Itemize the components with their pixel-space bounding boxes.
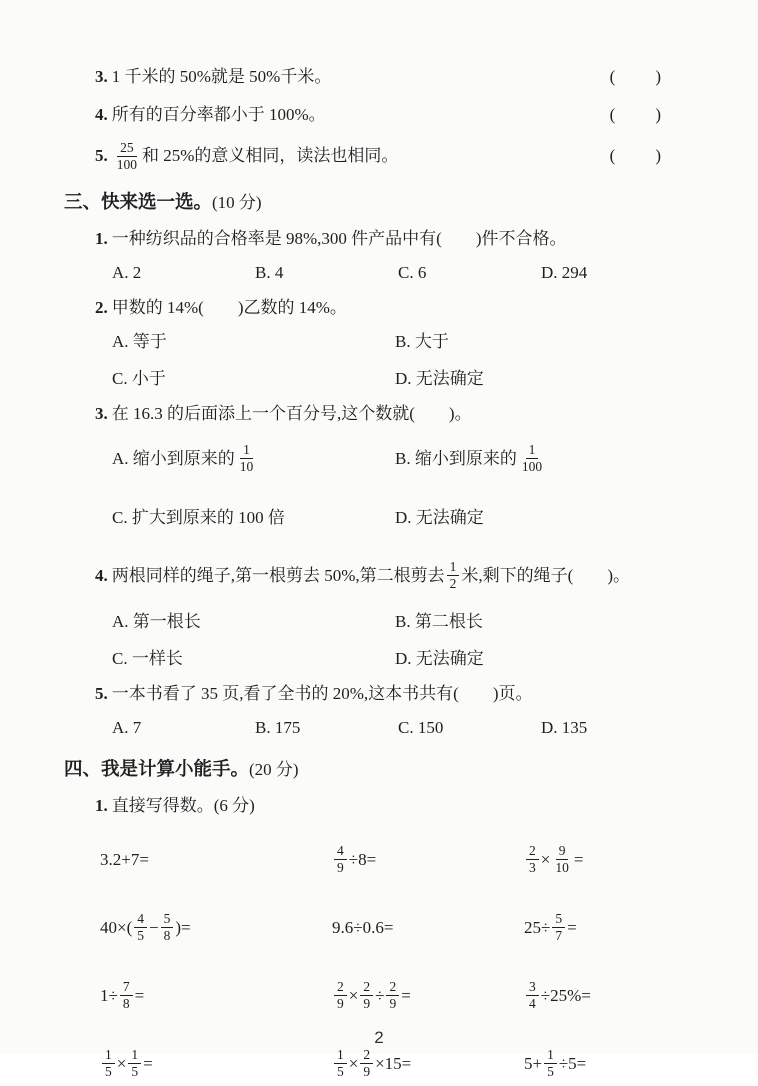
fraction: $\frac{5}{8}$: [161, 911, 174, 943]
option-d: D. 无法确定: [395, 368, 484, 388]
section-title: 三、快来选一选。: [64, 193, 213, 214]
fraction: $\frac{2}{3}$: [526, 843, 539, 875]
question-number: 1.: [95, 228, 108, 248]
question-text: [95, 400, 663, 426]
option-grid: [112, 435, 758, 540]
option-a: A. 第一根长: [112, 611, 201, 631]
option-c: C. 一样长: [112, 648, 183, 668]
fraction: $\frac{1}{5}$: [102, 1047, 115, 1079]
option-a: A. 2: [112, 262, 142, 282]
choice-question-1: [0, 225, 758, 284]
section-score: (10 分): [212, 193, 262, 213]
option-b: B. 第二根长: [395, 611, 483, 631]
subtask-score: (6 分): [213, 795, 255, 815]
calc-item: $\frac{3}{4}$ ÷25%=: [524, 972, 758, 1018]
option-a: A. 7: [112, 717, 142, 737]
option-d: D. 135: [541, 717, 588, 737]
answer-blank: ( ): [609, 146, 663, 166]
question-statement: 一本书看了 35 页,看了全书的 20%,这本书共有( )页。: [111, 683, 533, 703]
question-statement: 在 16.3 的后面添上一个百分号,这个数就( )。: [111, 403, 472, 423]
calc-item: $\frac{2}{3}$ × $\frac{9}{10}$ =: [524, 836, 758, 882]
true-false-item: [95, 140, 663, 172]
question-text: [95, 294, 663, 320]
page-number: 2: [374, 1027, 384, 1047]
option-c: C. 小于: [112, 368, 166, 388]
question-statement: 所有的百分率都小于 100%。: [111, 105, 326, 125]
fraction: $\frac{2}{9}$: [360, 979, 373, 1011]
fraction: $\frac{5}{7}$: [552, 911, 565, 943]
fraction: $\frac{9}{10}$: [555, 843, 569, 875]
option-a: A. 缩小到原来的 $\frac{1}{10}$: [112, 435, 395, 481]
fraction: $\frac{1}{100}$: [521, 442, 543, 474]
fraction: $\frac{2}{9}$: [334, 979, 347, 1011]
option-grid: [112, 329, 758, 390]
fraction: $\frac{7}{8}$: [120, 979, 133, 1011]
subtask-title: 直接写得数。: [111, 795, 214, 815]
choice-question-4: [0, 550, 758, 670]
answer-blank: ( ): [609, 105, 663, 125]
calc-item: 1÷ $\frac{7}{8}$ =: [100, 979, 145, 1011]
option-b: B. 4: [255, 262, 284, 282]
fraction: $\frac{4}{9}$: [334, 843, 347, 875]
calc-item: 40×( $\frac{4}{5}$ − $\frac{5}{8}$ )=: [100, 911, 191, 943]
fraction: $\frac{25}{100}$: [116, 140, 137, 172]
calc-item: 25÷ $\frac{5}{7}$ =: [524, 911, 577, 943]
multiple-choice-section: [0, 192, 758, 739]
option-d: D. 无法确定: [395, 648, 484, 668]
fraction: $\frac{1}{2}$: [447, 559, 460, 591]
choice-question-5: [0, 680, 758, 739]
subtask-number: 1.: [95, 795, 108, 815]
fraction: $\frac{4}{5}$: [134, 911, 147, 943]
choice-question-3: [0, 400, 758, 540]
section-header: [64, 759, 758, 782]
calc-item: $\frac{1}{5}$ × $\frac{1}{5}$ =: [100, 1040, 332, 1086]
calc-item: 9.6÷0.6=: [332, 917, 394, 937]
calc-item: 3.2+7=: [100, 849, 149, 869]
question-statement: $\frac{25}{100}$ 和 25%的意义相同，读法也相同。: [112, 140, 399, 172]
option-c: C. 扩大到原来的 100 倍: [112, 507, 285, 527]
option-row: [112, 260, 758, 284]
question-text: [95, 140, 398, 172]
question-number: 4.: [95, 565, 108, 585]
true-false-section: [0, 64, 758, 172]
fraction: $\frac{1}{5}$: [544, 1047, 557, 1079]
fraction: $\frac{2}{9}$: [386, 979, 399, 1011]
question-statement: 1 千米的 50%就是 50%千米。: [111, 67, 332, 87]
question-statement: 甲数的 14%( )乙数的 14%。: [111, 297, 347, 317]
option-grid: [112, 609, 758, 670]
fraction: $\frac{3}{4}$: [526, 979, 539, 1011]
fraction: $\frac{1}{5}$: [334, 1047, 347, 1079]
option-d: D. 无法确定: [395, 507, 484, 527]
true-false-item: [95, 64, 663, 90]
true-false-item: [95, 102, 663, 128]
option-b: B. 大于: [395, 331, 449, 351]
question-text: [95, 680, 663, 706]
section-header: [64, 192, 758, 215]
question-text: [95, 66, 331, 87]
calculation-grid: [100, 836, 758, 1086]
calc-item: $\frac{1}{5}$ × $\frac{2}{9}$ ×15=: [332, 1040, 524, 1086]
question-number: 3.: [95, 403, 108, 423]
section-title: 四、我是计算小能手。: [64, 760, 250, 781]
calc-item: 5+ $\frac{1}{5}$ ÷5=: [524, 1047, 587, 1079]
question-number: 3.: [95, 67, 108, 87]
option-b: B. 175: [255, 717, 301, 737]
question-number: 5.: [95, 146, 108, 166]
option-a: A. 等于: [112, 331, 167, 351]
fraction: $\frac{1}{10}$: [239, 442, 254, 474]
question-text: [95, 225, 663, 251]
question-number: 4.: [95, 105, 108, 125]
question-number: 2.: [95, 297, 108, 317]
option-c: C. 150: [398, 717, 444, 737]
calc-item: $\frac{4}{9}$ ÷8=: [332, 836, 524, 882]
fraction: $\frac{1}{5}$: [128, 1047, 141, 1079]
option-row: [112, 715, 758, 739]
question-number: 5.: [95, 683, 108, 703]
option-d: D. 294: [541, 262, 588, 282]
question-statement: 两根同样的绳子,第一根剪去 50%,第二根剪去 $\frac{1}{2}$ 米,剩下的绳子( )。: [111, 559, 630, 591]
option-b: B. 缩小到原来的 $\frac{1}{100}$: [395, 435, 678, 481]
section-score: (20 分): [249, 760, 299, 780]
subtask-header: [95, 792, 663, 818]
question-text: [95, 104, 326, 125]
choice-question-2: [0, 294, 758, 390]
question-text: [95, 550, 663, 600]
fraction: $\frac{2}{9}$: [360, 1047, 373, 1079]
calc-item: $\frac{2}{9}$ × $\frac{2}{9}$ ÷ $\frac{2}{9}$ =: [332, 972, 524, 1018]
question-statement: 一种纺织品的合格率是 98%,300 件产品中有( )件不合格。: [111, 228, 567, 248]
option-c: C. 6: [398, 262, 427, 282]
answer-blank: ( ): [609, 67, 663, 87]
